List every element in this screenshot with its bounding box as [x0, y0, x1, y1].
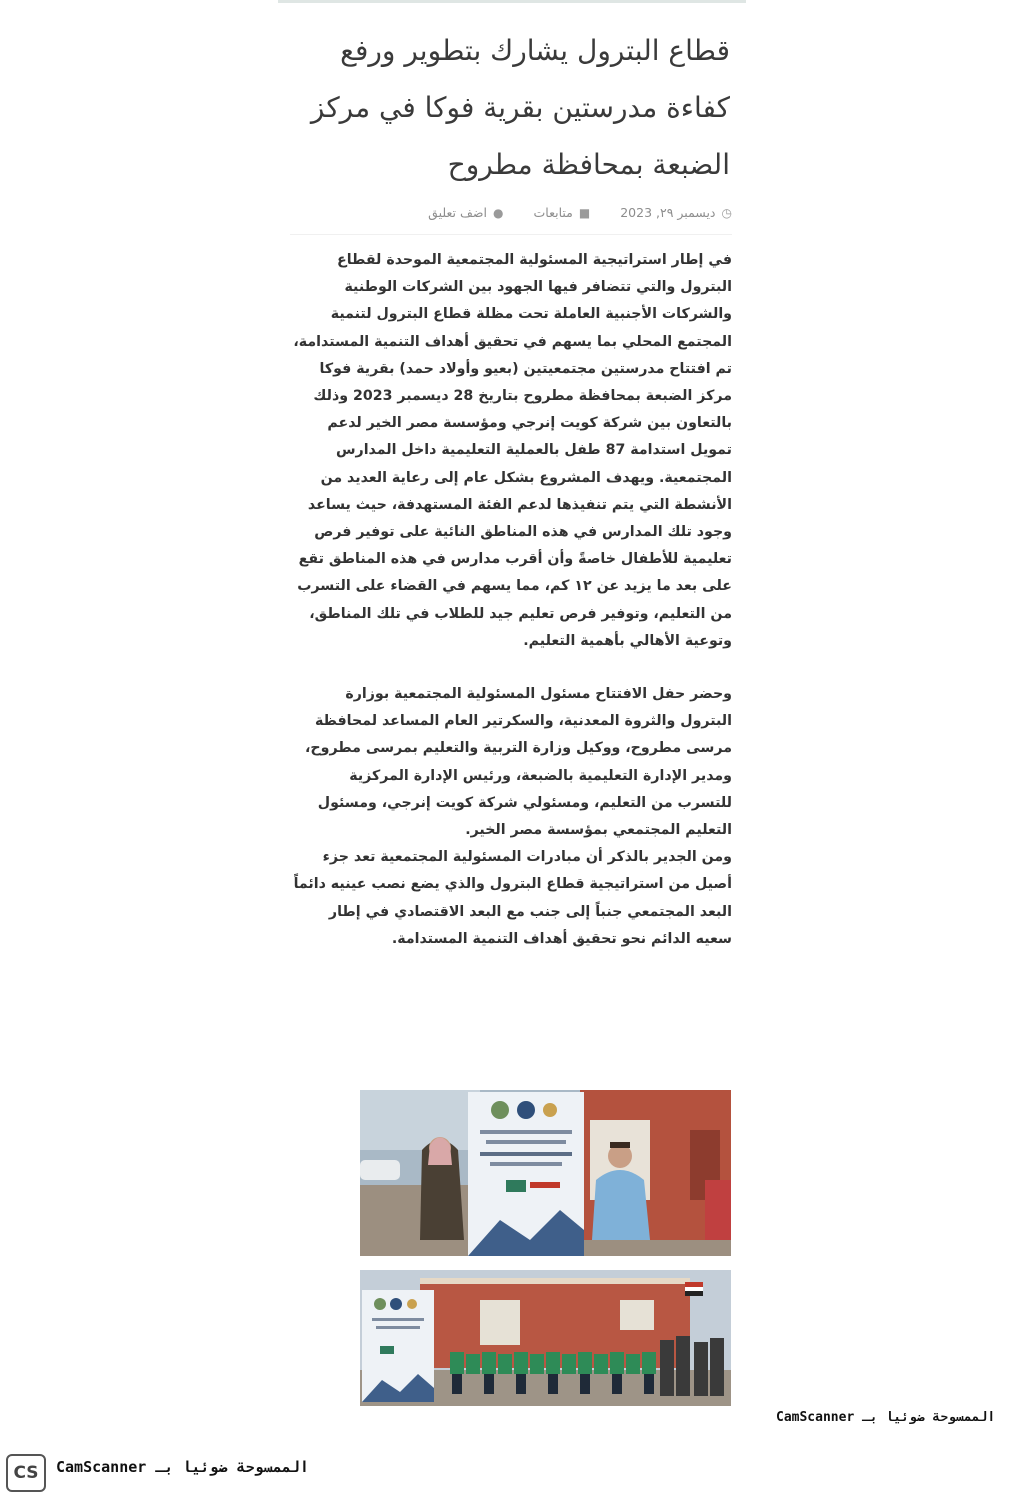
comment-icon: ●	[493, 205, 504, 220]
meta-comments-text[interactable]: اضف تعليق	[428, 205, 488, 220]
camscanner-stamp-small: الممسوحة ضوئيا بـ CamScanner	[776, 1410, 996, 1425]
clock-icon: ◷	[721, 205, 732, 220]
camscanner-logo: CS	[6, 1454, 46, 1492]
article-title: قطاع البترول يشارك بتطوير ورفع كفاءة مدرستين بقرية فوكا في مركز الضبعة بمحافظة مطروح	[310, 34, 730, 181]
ceremony-photo-image	[360, 1090, 731, 1256]
meta-date-text: ديسمبر ٢٩, 2023	[620, 205, 716, 220]
meta-comments[interactable]	[428, 205, 503, 220]
article-meta	[290, 205, 732, 235]
article-paragraph: في إطار استراتيجية المسئولية المجتمعية الموحدة لقطاع البترول والتي تتضافر فيها الجهود بين الشركات الوطنية والشركات الأجنبية العاملة تحت مظلة قطاع البترول لتنمية المجتمع المحلي بما يسهم في تحقيق أهداف التنمية المستدامة، تم افتتاح مدرستين مجتمعيتين (بعيو وأولاد حمد) بقرية فوكا مركز الضبعة بمحافظة مطروح بتاريخ 28 ديسمبر 2023 وذلك بالتعاون بين شركة كويت إنرجي ومؤسسة مصر الخير لدعم تمويل استدامة 87 طفل بالعملية التعليمية داخل المدارس المجتمعية. ويهدف المشروع بشكل عام إلى رعاية العديد من الأنشطة التي يتم تنفيذها لدعم الفئة المستهدفة، حيث يساعد وجود تلك المدارس في هذه المناطق النائية على توفير فرص تعليمية للأطفال خاصةً وأن أقرب مدارس في هذه المناطق تقع على بعد ما يزيد عن ١٢ كم، مما يسهم في القضاء على التسرب من التعليم، وتوفير فرص تعليم جيد للطلاب في تلك المناطق، وتوعية الأهالي بأهمية التعليم.	[293, 252, 732, 649]
meta-category[interactable]	[534, 205, 591, 220]
meta-category-text[interactable]: متابعات	[533, 205, 573, 220]
article-paragraph: ومن الجدير بالذكر أن مبادرات المسئولية المجتمعية تعد جزء أصيل من استراتيجية قطاع البترول والذي يضع نصب عينيه دائماً البعد المجتمعي جنباً إلى جنب مع البعد الاقتصادي في إطار سعيه الدائم نحو تحقيق أهداف التنمية المستدامة.	[293, 849, 732, 947]
top-divider	[278, 0, 746, 3]
camscanner-stamp-large: الممسوحة ضوئيا بـ CamScanner	[56, 1458, 309, 1476]
group-photo	[360, 1270, 731, 1406]
folder-icon: ■	[578, 205, 591, 220]
article-paragraph: وحضر حفل الافتتاح مسئول المسئولية المجتمعية بوزارة البترول والثروة المعدنية، والسكرتير العام المساعد لمحافظة مرسى مطروح، ووكيل وزارة التربية والتعليم بمرسى مطروح، ومدير الإدارة التعليمية بالضبعة، ورئيس الإدارة المركزية للتسرب من التعليم، ومسئولي شركة كويت إنرجي، ومسئول التعليم المجتمعي بمؤسسة مصر الخير.	[305, 686, 732, 839]
group-photo-image	[360, 1270, 731, 1406]
ceremony-photo	[360, 1090, 731, 1256]
meta-date	[620, 205, 732, 220]
article	[290, 22, 732, 953]
